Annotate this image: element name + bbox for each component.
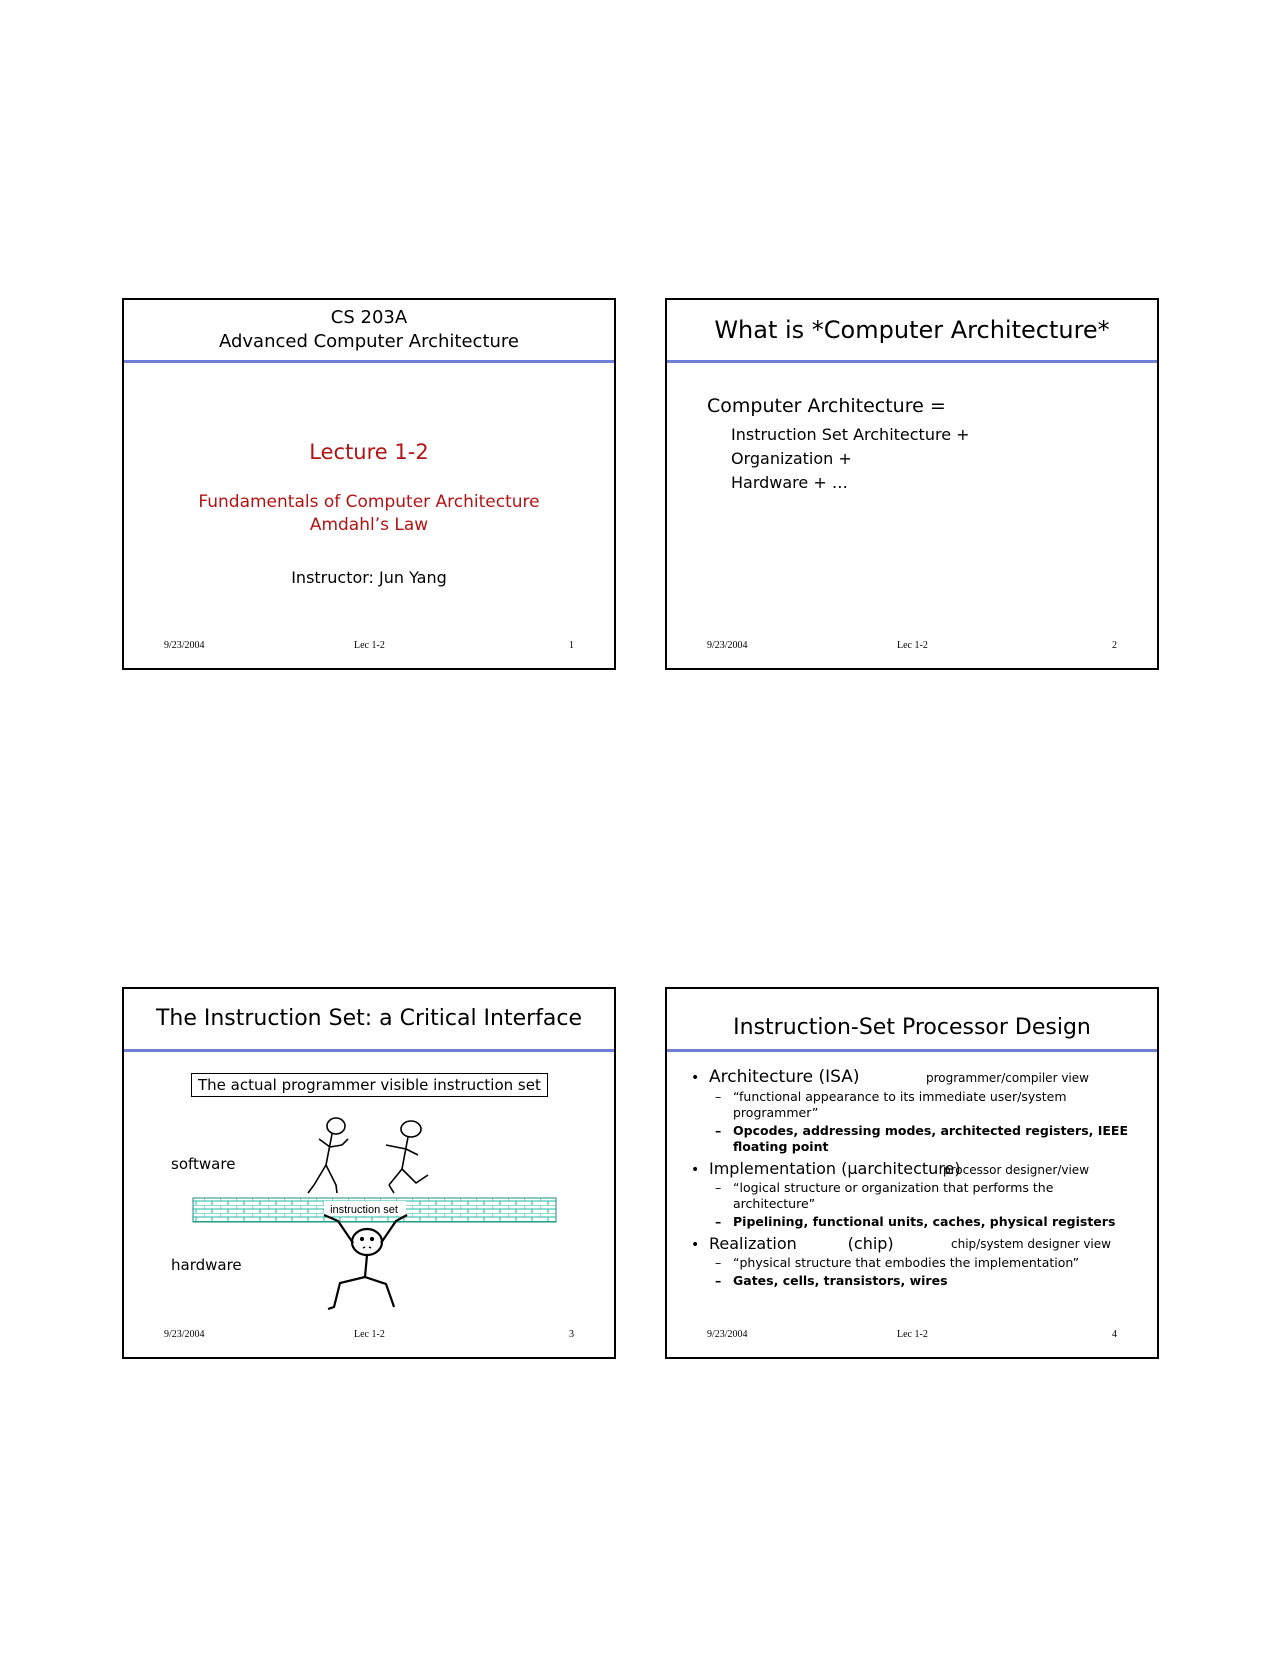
- instructor: Instructor: Jun Yang: [291, 568, 447, 587]
- slide-2: [665, 298, 1159, 670]
- software-label: software: [171, 1155, 236, 1173]
- slide-4: [665, 987, 1159, 1359]
- footer-lecture: Lec 1-2: [354, 640, 385, 651]
- page-number: 4: [1112, 1329, 1117, 1340]
- instruction-set-illustration: [124, 989, 614, 1357]
- slide-title: The Instruction Set: a Critical Interface: [155, 1006, 583, 1031]
- slide-title: What is *Computer Architecture*: [714, 316, 1110, 344]
- software-stick-figure-left: [308, 1118, 348, 1193]
- slide-footer: [124, 640, 614, 654]
- bullet-view-note: processor designer/view: [943, 1163, 1090, 1177]
- bullet-realization: [691, 1234, 1139, 1253]
- slide-3: [122, 987, 616, 1359]
- topic-line-1: Fundamentals of Computer Architecture: [198, 492, 540, 512]
- lecture-number: Lecture 1-2: [309, 440, 429, 464]
- slide-footer: [667, 640, 1157, 654]
- footer-date: 9/23/2004: [707, 640, 748, 651]
- sub-item-text: Opcodes, addressing modes, architected registers, IEEE floating point: [733, 1123, 1129, 1154]
- bullet-view-note: chip/system designer view: [951, 1237, 1111, 1251]
- definition-lead: Computer Architecture =: [707, 395, 946, 417]
- topic-line-2: Amdahl’s Law: [309, 515, 429, 535]
- hardware-label: hardware: [171, 1256, 242, 1274]
- sub-item-text: Gates, cells, transistors, wires: [733, 1273, 948, 1288]
- bullet-heading: Implementation (µarchitecture): [709, 1159, 961, 1178]
- sub-item-text: “logical structure or organization that performs the architecture”: [733, 1180, 1054, 1211]
- wall-label: instruction set: [330, 1204, 398, 1216]
- bullet-heading: Architecture (ISA): [709, 1067, 860, 1087]
- page-number: 2: [1112, 640, 1117, 651]
- slide-header: [124, 300, 614, 363]
- bullet-view-note: programmer/compiler view: [926, 1071, 1089, 1085]
- bullet-architecture: [691, 1067, 1139, 1087]
- definition-block: [707, 395, 970, 495]
- slide-header: [667, 989, 1157, 1052]
- course-code: CS 203A: [330, 307, 408, 328]
- page-number: 3: [569, 1329, 574, 1340]
- footer-lecture: Lec 1-2: [897, 1329, 928, 1340]
- bullet-dot: •: [691, 1237, 700, 1253]
- bullet-dot: •: [691, 1070, 700, 1086]
- slide-header: [667, 300, 1157, 363]
- course-title: Advanced Computer Architecture: [218, 331, 520, 352]
- bullet-sub-item: – “physical structure that embodies the implementation”: [715, 1255, 1080, 1270]
- footer-date: 9/23/2004: [164, 640, 205, 651]
- slide-title: Instruction-Set Processor Design: [733, 1015, 1091, 1040]
- bullet-heading: Realization (chip): [709, 1234, 894, 1253]
- bullet-sub-item: – “functional appearance to its immediate user/system programmer”: [715, 1089, 1067, 1120]
- bullet-sub-item: – “logical structure or organization that performs the architecture”: [715, 1180, 1054, 1211]
- software-stick-figure-right: [386, 1121, 428, 1193]
- bullet-sub-item: – Opcodes, addressing modes, architected registers, IEEE floating point: [715, 1123, 1129, 1154]
- footer-date: 9/23/2004: [164, 1329, 205, 1340]
- hardware-stick-figure: [324, 1215, 407, 1309]
- bullet-sub-item: – Gates, cells, transistors, wires: [715, 1273, 948, 1288]
- bullet-dot: •: [691, 1162, 700, 1178]
- bullet-sub-item: – Pipelining, functional units, caches, physical registers: [715, 1214, 1116, 1229]
- definition-item: Hardware + …: [731, 473, 848, 492]
- design-bullets: [691, 1067, 1139, 1291]
- footer-date: 9/23/2004: [707, 1329, 748, 1340]
- footer-lecture: Lec 1-2: [354, 1329, 385, 1340]
- bullet-implementation: [691, 1159, 1139, 1178]
- definition-item: Organization +: [731, 449, 852, 468]
- slide-footer: [124, 1329, 614, 1343]
- callout-box: The actual programmer visible instruction set: [191, 1073, 548, 1097]
- sub-item-text: Pipelining, functional units, caches, physical registers: [733, 1214, 1116, 1229]
- slide-footer: [667, 1329, 1157, 1343]
- page-number: 1: [569, 640, 574, 651]
- slide-1: [122, 298, 616, 670]
- sub-item-text: “physical structure that embodies the implementation”: [733, 1255, 1080, 1270]
- sub-item-text: “functional appearance to its immediate user/system programmer”: [733, 1089, 1067, 1120]
- footer-lecture: Lec 1-2: [897, 640, 928, 651]
- definition-item: Instruction Set Architecture +: [731, 425, 970, 444]
